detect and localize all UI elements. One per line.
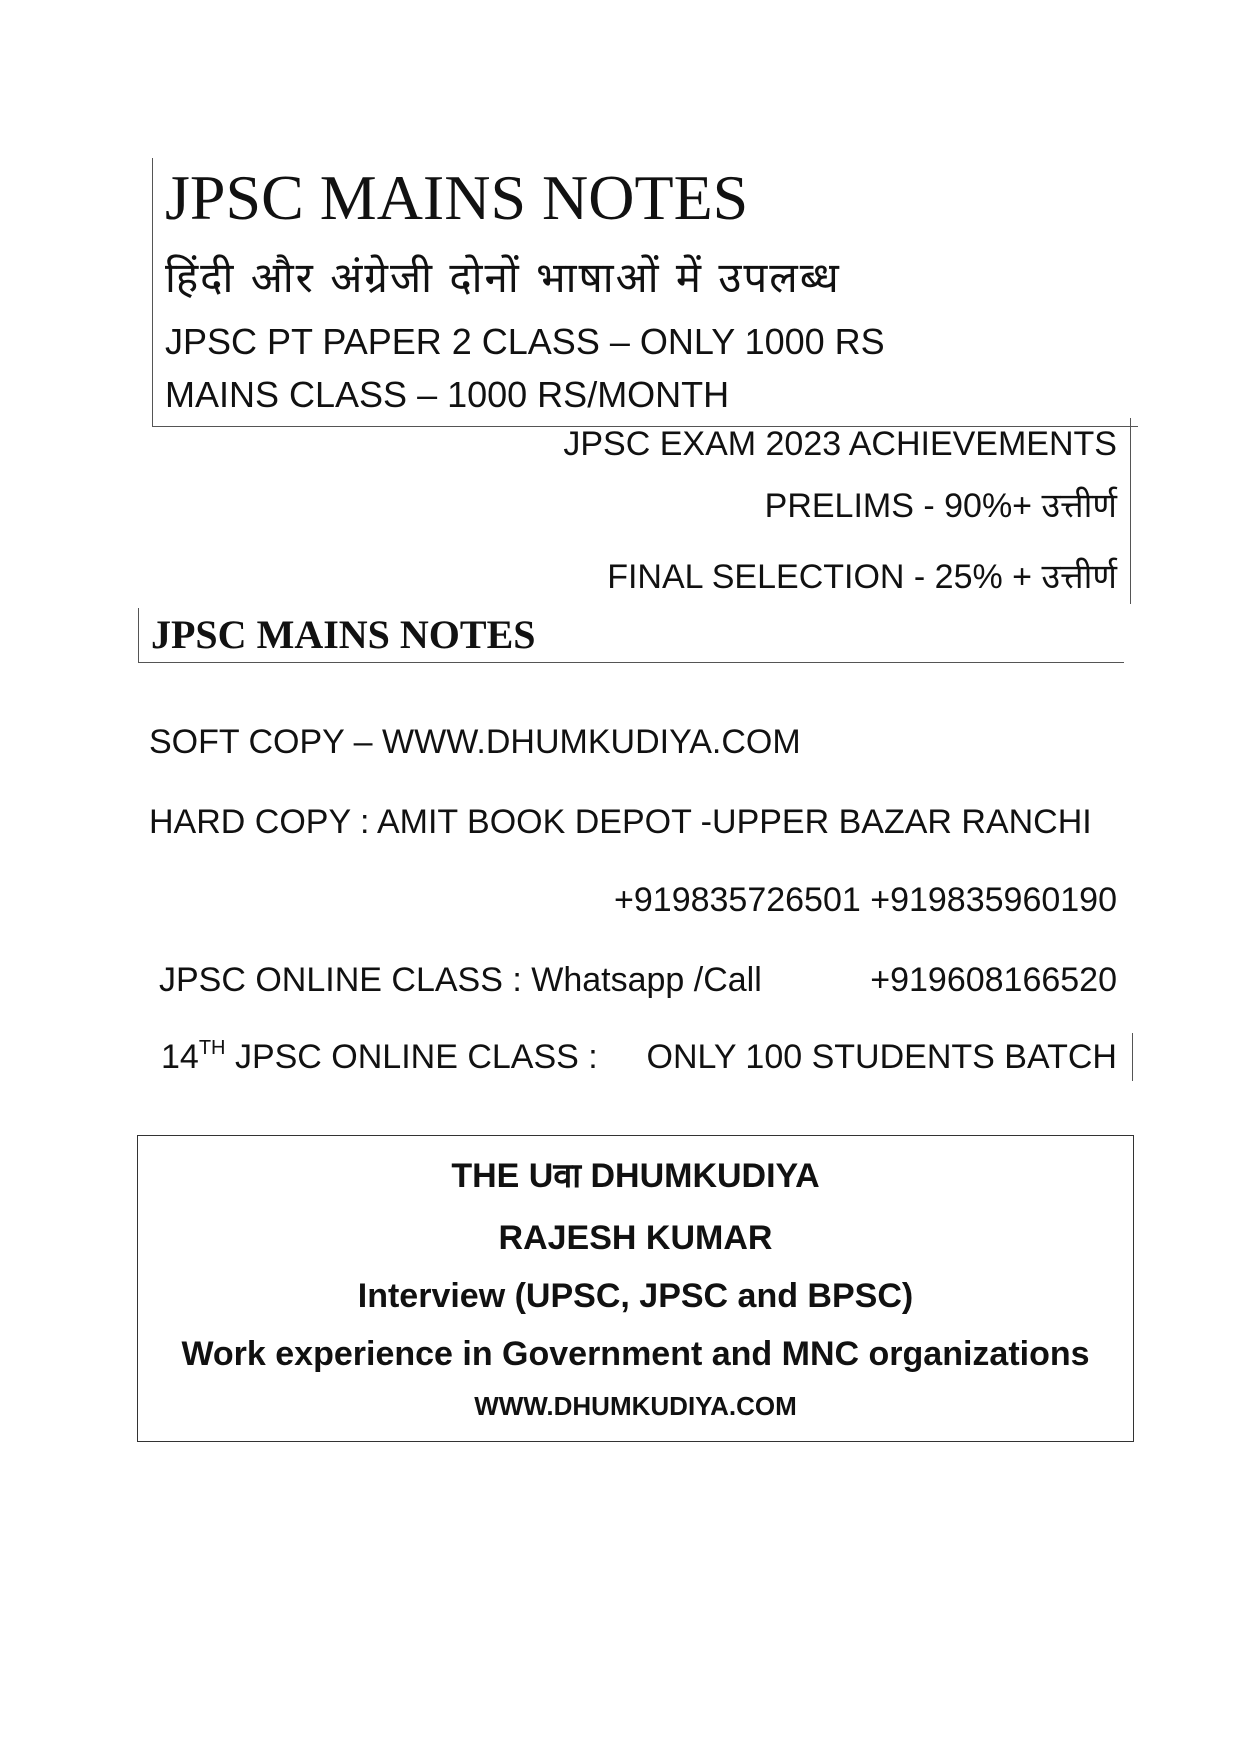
final-selection-result: FINAL SELECTION - 25% + उत्तीर्ण xyxy=(607,558,1117,596)
batch-rule xyxy=(1132,1033,1133,1081)
batch-prefix: 14 xyxy=(161,1038,199,1076)
hard-copy-line: HARD COPY : AMIT BOOK DEPOT -UPPER BAZAR RANCHI xyxy=(149,803,1092,841)
pt-class-line: JPSC PT PAPER 2 CLASS – ONLY 1000 RS xyxy=(165,321,885,362)
website-line: WWW.DHUMKUDIYA.COM xyxy=(474,1391,797,1421)
prelims-result: PRELIMS - 90%+ उत्तीर्ण xyxy=(764,487,1117,525)
page-title: JPSC MAINS NOTES xyxy=(165,162,749,233)
bio-box xyxy=(137,1135,1134,1442)
achievements-rule xyxy=(1130,418,1131,604)
online-class-phone: +919608166520 xyxy=(870,961,1117,999)
hindi-subtitle: हिंदी और अंग्रेजी दोनों भाषाओं में उपलब्ध xyxy=(165,253,841,302)
batch-ordinal: TH xyxy=(198,1037,226,1059)
experience-line: Work experience in Government and MNC organizations xyxy=(181,1335,1090,1373)
section-heading xyxy=(138,608,1124,663)
achievements-heading: JPSC EXAM 2023 ACHIEVEMENTS xyxy=(563,425,1117,463)
section-heading-text: JPSC MAINS NOTES xyxy=(151,612,536,657)
batch-label-text: JPSC ONLINE CLASS : xyxy=(225,1038,598,1076)
interview-line: Interview (UPSC, JPSC and BPSC) xyxy=(357,1277,914,1315)
phone-numbers: +919835726501 +919835960190 xyxy=(614,881,1117,919)
author-name: RAJESH KUMAR xyxy=(498,1219,773,1257)
mains-class-line: MAINS CLASS – 1000 RS/MONTH xyxy=(165,374,730,415)
online-class-label: JPSC ONLINE CLASS : Whatsapp /Call xyxy=(159,961,762,999)
brand-line: THE Uवा DHUMKUDIYA xyxy=(451,1157,820,1195)
batch-label xyxy=(161,1035,598,1079)
batch-value: ONLY 100 STUDENTS BATCH xyxy=(646,1038,1117,1076)
soft-copy-line: SOFT COPY – WWW.DHUMKUDIYA.COM xyxy=(149,723,801,761)
